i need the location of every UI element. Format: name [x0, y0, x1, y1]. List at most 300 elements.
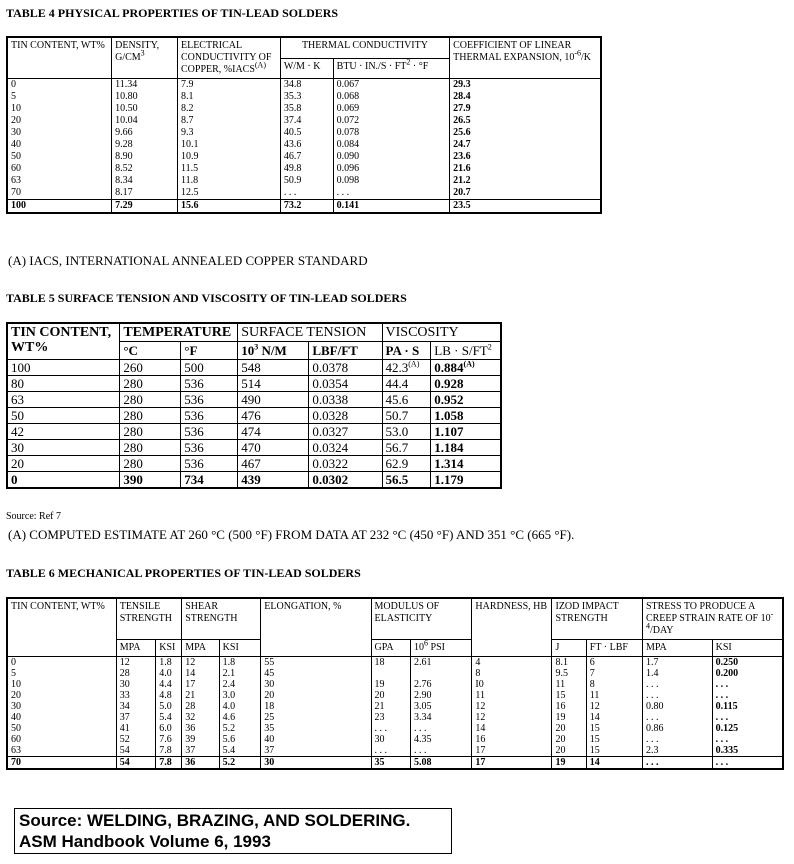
table5-title: TABLE 5 SURFACE TENSION AND VISCOSITY OF TIN-LEAD SOLDERS: [6, 291, 407, 305]
table6-cell-hardness: 12: [472, 701, 552, 712]
table5-cell-lbf: 0.0324: [309, 440, 382, 456]
table6-cell-j: 11: [552, 679, 586, 690]
table6-cell-j: 19: [552, 712, 586, 723]
table6-cell-tin: 10: [7, 679, 116, 690]
table6-cell-creep-ksi: 0.335: [712, 745, 783, 757]
header-density: DENSITY, $G/CM^3$: [112, 37, 178, 79]
table5-cell-si: 470: [238, 440, 309, 456]
table6-cell-creep-mpa: . . .: [642, 679, 712, 690]
table5-cell-lbs: 0.928: [431, 376, 501, 392]
table6-cell-shear-ksi: 4.6: [219, 712, 261, 723]
table6-cell-shear-ksi: 5.2: [219, 757, 261, 770]
table4-cell-thermal-si: 49.8: [280, 163, 333, 175]
table5-cell-lbf: 0.0302: [309, 472, 382, 489]
table5-cell-tin: 20: [7, 456, 120, 472]
table6-cell-creep-mpa: 1.7: [642, 657, 712, 669]
table4-cell-density: 10.80: [112, 91, 178, 103]
header5-pas: PA · S: [382, 342, 431, 360]
header6-creep-mpa: MPA: [642, 640, 712, 657]
table6-cell-shear-mpa: 36: [182, 723, 219, 734]
table6-cell-shear-mpa: 32: [182, 712, 219, 723]
table6-cell-shear-ksi: 4.0: [219, 701, 261, 712]
source-box: [14, 808, 452, 854]
source-line-2: ASM Handbook Volume 6, 1993: [19, 832, 271, 851]
table6-cell-psi: [411, 668, 472, 679]
table6-cell-creep-mpa: 0.86: [642, 723, 712, 734]
table5-row: [7, 360, 501, 376]
table4-row: [7, 115, 601, 127]
table4-cell-conductivity: 7.9: [177, 79, 280, 92]
table5-cell-lbf: 0.0327: [309, 424, 382, 440]
table6-cell-gpa: 19: [371, 679, 411, 690]
table6-cell-creep-mpa: 0.80: [642, 701, 712, 712]
table4-cell-density: 8.34: [112, 175, 178, 187]
table6-cell-creep-ksi: 0.115: [712, 701, 783, 712]
table4-cell-thermal-btu: 0.078: [333, 127, 449, 139]
table6: [6, 597, 784, 770]
table5: [6, 322, 502, 489]
table6-cell-hardness: 17: [472, 757, 552, 770]
table4-cell-expansion: 23.5: [450, 200, 601, 214]
table5-cell-pas: 56.7: [382, 440, 431, 456]
table6-cell-tin: 30: [7, 701, 116, 712]
table4-cell-thermal-si: 43.6: [280, 139, 333, 151]
table5-cell-fahrenheit: 536: [181, 392, 238, 408]
table6-row: [7, 668, 783, 679]
table4-cell-conductivity: 11.5: [177, 163, 280, 175]
table6-cell-hardness: 12: [472, 712, 552, 723]
table6-cell-gpa: 21: [371, 701, 411, 712]
table5-cell-fahrenheit: 734: [181, 472, 238, 489]
table6-cell-elongation: 30: [261, 679, 371, 690]
table6-cell-creep-mpa: . . .: [642, 712, 712, 723]
table6-cell-shear-ksi: 2.1: [219, 668, 261, 679]
table4-cell-tin: 60: [7, 163, 112, 175]
table6-cell-ftlbf: 7: [586, 668, 642, 679]
table6-title: TABLE 6 MECHANICAL PROPERTIES OF TIN-LEAD SOLDERS: [6, 566, 361, 580]
table4-cell-expansion: 26.5: [450, 115, 601, 127]
header5-si: $10^3$ N/M: [238, 342, 309, 360]
header-thermal-conductivity: THERMAL CONDUCTIVITY: [280, 37, 449, 58]
header-electrical-conductivity: ELECTRICAL CONDUCTIVITY OF COPPER, $\%IACS^{(A)}$: [177, 37, 280, 79]
table6-cell-j: 20: [552, 745, 586, 757]
table5-cell-si: 474: [238, 424, 309, 440]
table4-cell-tin: 20: [7, 115, 112, 127]
table6-cell-gpa: . . .: [371, 745, 411, 757]
table4-row: [7, 175, 601, 187]
table5-cell-lbs: 1.184: [431, 440, 501, 456]
table6-cell-psi: . . .: [411, 723, 472, 734]
header6-elongation: ELONGATION, %: [261, 598, 371, 657]
table6-cell-tin: 20: [7, 690, 116, 701]
table6-cell-tensile-mpa: 52: [116, 734, 156, 745]
table6-cell-elongation: 20: [261, 690, 371, 701]
table5-cell-pas: 45.6: [382, 392, 431, 408]
table5-cell-lbs: 1.179: [431, 472, 501, 489]
table4-cell-expansion: 21.6: [450, 163, 601, 175]
table5-cell-tin: 42: [7, 424, 120, 440]
table4-cell-thermal-si: . . .: [280, 187, 333, 200]
table6-cell-tin: 5: [7, 668, 116, 679]
table4-title: TABLE 4 PHYSICAL PROPERTIES OF TIN-LEAD SOLDERS: [6, 6, 339, 20]
table4-cell-thermal-btu: . . .: [333, 187, 449, 200]
table4-cell-conductivity: 8.7: [177, 115, 280, 127]
table6-cell-elongation: 55: [261, 657, 371, 669]
table5-cell-fahrenheit: 536: [181, 376, 238, 392]
table6-cell-tin: 60: [7, 734, 116, 745]
table6-cell-psi: 2.76: [411, 679, 472, 690]
header-thermal-btu: BTU · $IN./S \cdot FT^2 \cdot ^\circ F$: [333, 58, 449, 78]
table6-cell-j: 19: [552, 757, 586, 770]
table5-cell-celsius: 390: [120, 472, 181, 489]
table4-cell-expansion: 24.7: [450, 139, 601, 151]
table4-cell-density: 9.28: [112, 139, 178, 151]
table5-cell-lbf: 0.0322: [309, 456, 382, 472]
table5-cell-celsius: 260: [120, 360, 181, 376]
table6-cell-ftlbf: 8: [586, 679, 642, 690]
table6-cell-elongation: 35: [261, 723, 371, 734]
table6-cell-creep-ksi: . . .: [712, 712, 783, 723]
table4-cell-thermal-btu: 0.098: [333, 175, 449, 187]
table5-cell-pas: 53.0: [382, 424, 431, 440]
table4-row: [7, 91, 601, 103]
table4: [6, 36, 602, 214]
table6-cell-gpa: [371, 668, 411, 679]
table4-cell-conductivity: 10.1: [177, 139, 280, 151]
table6-cell-tensile-ksi: 1.8: [156, 657, 182, 669]
table5-cell-celsius: 280: [120, 440, 181, 456]
table6-cell-ftlbf: 14: [586, 712, 642, 723]
table5-cell-si: 439: [238, 472, 309, 489]
table6-row: [7, 701, 783, 712]
footnote-mark: (A): [463, 359, 475, 369]
table6-cell-tensile-mpa: 37: [116, 712, 156, 723]
table6-cell-ftlbf: 12: [586, 701, 642, 712]
table6-cell-shear-mpa: 12: [182, 657, 219, 669]
table4-cell-density: 8.17: [112, 187, 178, 200]
table5-cell-tin: 63: [7, 392, 120, 408]
table6-cell-tensile-mpa: 30: [116, 679, 156, 690]
table6-cell-tensile-ksi: 5.4: [156, 712, 182, 723]
table6-row: [7, 690, 783, 701]
table6-cell-ftlbf: 11: [586, 690, 642, 701]
table5-cell-lbf: 0.0338: [309, 392, 382, 408]
footnote-mark: (A): [408, 359, 420, 369]
table6-cell-creep-ksi: . . .: [712, 734, 783, 745]
table6-cell-elongation: 25: [261, 712, 371, 723]
table5-cell-fahrenheit: 536: [181, 440, 238, 456]
table6-cell-shear-mpa: 17: [182, 679, 219, 690]
table6-cell-tin: 50: [7, 723, 116, 734]
header6-hardness: HARDNESS, HB: [472, 598, 552, 657]
table4-cell-thermal-btu: 0.067: [333, 79, 449, 92]
table5-cell-lbf: 0.0328: [309, 408, 382, 424]
table6-cell-shear-mpa: 36: [182, 757, 219, 770]
table6-cell-tensile-mpa: 33: [116, 690, 156, 701]
header5-lbf: LBF/FT: [309, 342, 382, 360]
table6-row: [7, 657, 783, 669]
table6-cell-tensile-mpa: 28: [116, 668, 156, 679]
table6-cell-tensile-ksi: 4.4: [156, 679, 182, 690]
table6-cell-tensile-mpa: 34: [116, 701, 156, 712]
header-thermal-si: W/M · K: [280, 58, 333, 78]
table4-cell-tin: 0: [7, 79, 112, 92]
table5-cell-lbs: $0.884^{(A)}$: [431, 360, 501, 376]
table4-cell-tin: 40: [7, 139, 112, 151]
table5-cell-celsius: 280: [120, 408, 181, 424]
table5-cell-celsius: 280: [120, 424, 181, 440]
table4-cell-thermal-si: 73.2: [280, 200, 333, 214]
table6-cell-gpa: 20: [371, 690, 411, 701]
header6-tensile: TENSILE STRENGTH: [116, 598, 182, 640]
table5-cell-si: 514: [238, 376, 309, 392]
table6-cell-gpa: 30: [371, 734, 411, 745]
header6-ftlbf: FT · LBF: [586, 640, 642, 657]
table4-cell-conductivity: 11.8: [177, 175, 280, 187]
table4-cell-tin: 30: [7, 127, 112, 139]
table5-cell-si: 490: [238, 392, 309, 408]
table6-cell-gpa: 23: [371, 712, 411, 723]
table6-row: [7, 757, 783, 770]
table4-cell-expansion: 21.2: [450, 175, 601, 187]
table4-cell-thermal-si: 40.5: [280, 127, 333, 139]
table6-cell-gpa: 18: [371, 657, 411, 669]
header6-tensile-mpa: MPA: [116, 640, 156, 657]
table5-footnote: (A) COMPUTED ESTIMATE AT 260 °C (500 °F) FROM DATA AT 232 °C (450 °F) AND 351 °C (665 °F).: [8, 527, 575, 542]
table6-cell-hardness: 8: [472, 668, 552, 679]
table6-row: [7, 734, 783, 745]
table5-source: Source: Ref 7: [6, 511, 61, 522]
table5-cell-si: 476: [238, 408, 309, 424]
table6-cell-ftlbf: 15: [586, 734, 642, 745]
table6-cell-hardness: 16: [472, 734, 552, 745]
table4-cell-conductivity: 12.5: [177, 187, 280, 200]
table6-cell-creep-ksi: . . .: [712, 690, 783, 701]
table6-cell-creep-mpa: . . .: [642, 757, 712, 770]
table6-cell-shear-mpa: 28: [182, 701, 219, 712]
table4-row: [7, 79, 601, 92]
table6-cell-creep-mpa: . . .: [642, 690, 712, 701]
table6-cell-j: 20: [552, 723, 586, 734]
header6-tin-content: TIN CONTENT, WT%: [7, 598, 116, 657]
table5-row: [7, 472, 501, 489]
table5-cell-pas: 44.4: [382, 376, 431, 392]
table6-cell-tensile-ksi: 7.6: [156, 734, 182, 745]
header5-lbs: LB · $S/FT^2$: [431, 342, 501, 360]
table5-row: [7, 376, 501, 392]
table6-cell-gpa: 35: [371, 757, 411, 770]
table6-cell-tin: 40: [7, 712, 116, 723]
table6-cell-ftlbf: 14: [586, 757, 642, 770]
table6-cell-creep-ksi: 0.125: [712, 723, 783, 734]
table4-cell-density: 9.66: [112, 127, 178, 139]
table6-cell-psi: 2.90: [411, 690, 472, 701]
table5-cell-tin: 0: [7, 472, 120, 489]
table5-cell-tin: 50: [7, 408, 120, 424]
table6-cell-hardness: I0: [472, 679, 552, 690]
table6-cell-j: 15: [552, 690, 586, 701]
table6-cell-tin: 0: [7, 657, 116, 669]
header5-tin-content: TIN CONTENT, WT%: [7, 323, 120, 360]
table4-cell-thermal-si: 35.3: [280, 91, 333, 103]
table4-cell-expansion: 27.9: [450, 103, 601, 115]
table5-cell-fahrenheit: 536: [181, 408, 238, 424]
table5-cell-pas: $42.3^{(A)}$: [382, 360, 431, 376]
table4-cell-thermal-btu: 0.069: [333, 103, 449, 115]
table6-cell-shear-ksi: 5.4: [219, 745, 261, 757]
table6-cell-ftlbf: 15: [586, 723, 642, 734]
table4-cell-density: 11.34: [112, 79, 178, 92]
table4-cell-conductivity: 10.9: [177, 151, 280, 163]
table4-footnote: (A) IACS, INTERNATIONAL ANNEALED COPPER STANDARD: [8, 253, 368, 268]
table6-cell-psi: . . .: [411, 745, 472, 757]
header6-j: J: [552, 640, 586, 657]
table4-cell-conductivity: 8.2: [177, 103, 280, 115]
table4-cell-density: 10.04: [112, 115, 178, 127]
table6-cell-tin: 63: [7, 745, 116, 757]
table4-cell-tin: 10: [7, 103, 112, 115]
table4-cell-thermal-btu: 0.084: [333, 139, 449, 151]
header-thermal-expansion: COEFFICIENT OF LINEAR THERMAL EXPANSION, $10^{-6}/K$: [450, 37, 601, 79]
table4-cell-conductivity: 9.3: [177, 127, 280, 139]
table6-cell-shear-mpa: 37: [182, 745, 219, 757]
table4-cell-density: 8.52: [112, 163, 178, 175]
table6-cell-tensile-mpa: 12: [116, 657, 156, 669]
table6-cell-creep-ksi: 0.250: [712, 657, 783, 669]
table4-cell-thermal-si: 37.4: [280, 115, 333, 127]
table6-cell-tensile-ksi: 4.0: [156, 668, 182, 679]
table5-cell-fahrenheit: 536: [181, 424, 238, 440]
table5-cell-lbs: 1.314: [431, 456, 501, 472]
table6-cell-tensile-mpa: 54: [116, 745, 156, 757]
table4-cell-expansion: 29.3: [450, 79, 601, 92]
header6-shear-mpa: MPA: [182, 640, 219, 657]
header-tin-content: TIN CONTENT, WT%: [7, 37, 112, 79]
table4-cell-tin: 100: [7, 200, 112, 214]
table4-cell-conductivity: 8.1: [177, 91, 280, 103]
table4-row: [7, 139, 601, 151]
table6-cell-tin: 70: [7, 757, 116, 770]
table5-row: [7, 456, 501, 472]
table6-cell-creep-ksi: . . .: [712, 679, 783, 690]
table4-row: [7, 187, 601, 200]
header6-creep-ksi: KSI: [712, 640, 783, 657]
header6-tensile-ksi: KSI: [156, 640, 182, 657]
table4-cell-tin: 5: [7, 91, 112, 103]
table5-row: [7, 392, 501, 408]
table6-cell-psi: 3.05: [411, 701, 472, 712]
header5-temperature: TEMPERATURE: [120, 323, 238, 342]
table4-cell-thermal-btu: 0.090: [333, 151, 449, 163]
table4-cell-conductivity: 15.6: [177, 200, 280, 214]
table6-cell-hardness: 17: [472, 745, 552, 757]
table6-cell-shear-ksi: 5.2: [219, 723, 261, 734]
header5-fahrenheit: °F: [181, 342, 238, 360]
table5-cell-tin: 100: [7, 360, 120, 376]
table5-cell-pas: 62.9: [382, 456, 431, 472]
table5-cell-celsius: 280: [120, 456, 181, 472]
table6-cell-shear-mpa: 39: [182, 734, 219, 745]
table6-cell-j: 9.5: [552, 668, 586, 679]
table5-cell-fahrenheit: 500: [181, 360, 238, 376]
table4-row: [7, 200, 601, 214]
table4-cell-expansion: 23.6: [450, 151, 601, 163]
table6-row: [7, 712, 783, 723]
table6-cell-elongation: 45: [261, 668, 371, 679]
table6-cell-shear-ksi: 5.6: [219, 734, 261, 745]
table6-cell-elongation: 40: [261, 734, 371, 745]
table4-cell-thermal-si: 34.8: [280, 79, 333, 92]
table4-cell-thermal-btu: 0.072: [333, 115, 449, 127]
table5-cell-si: 548: [238, 360, 309, 376]
table6-row: [7, 723, 783, 734]
source-line-1: Source: WELDING, BRAZING, AND SOLDERING.: [19, 811, 411, 830]
table5-cell-lbf: 0.0378: [309, 360, 382, 376]
table4-cell-thermal-btu: 0.096: [333, 163, 449, 175]
table6-cell-creep-ksi: 0.200: [712, 668, 783, 679]
table5-cell-lbs: 1.058: [431, 408, 501, 424]
table4-row: [7, 151, 601, 163]
table6-cell-psi: 3.34: [411, 712, 472, 723]
table5-cell-pas: 56.5: [382, 472, 431, 489]
table4-cell-thermal-si: 46.7: [280, 151, 333, 163]
table6-cell-hardness: 14: [472, 723, 552, 734]
table4-cell-thermal-btu: 0.141: [333, 200, 449, 214]
header6-izod: IZOD IMPACT STRENGTH: [552, 598, 642, 640]
table4-cell-density: 8.90: [112, 151, 178, 163]
table6-cell-tensile-ksi: 7.8: [156, 757, 182, 770]
table6-cell-j: 8.1: [552, 657, 586, 669]
table6-cell-shear-ksi: 3.0: [219, 690, 261, 701]
table4-cell-density: 10.50: [112, 103, 178, 115]
table6-cell-creep-ksi: . . .: [712, 757, 783, 770]
header6-shear-ksi: KSI: [219, 640, 261, 657]
table6-cell-tensile-ksi: 7.8: [156, 745, 182, 757]
table5-row: [7, 408, 501, 424]
table6-cell-creep-mpa: 2.3: [642, 745, 712, 757]
table6-cell-creep-mpa: 1.4: [642, 668, 712, 679]
table4-cell-expansion: 25.6: [450, 127, 601, 139]
table6-cell-shear-ksi: 1.8: [219, 657, 261, 669]
table6-cell-elongation: 37: [261, 745, 371, 757]
header5-celsius: °C: [120, 342, 181, 360]
table4-cell-tin: 50: [7, 151, 112, 163]
table6-cell-hardness: 11: [472, 690, 552, 701]
table5-cell-lbs: 1.107: [431, 424, 501, 440]
header6-modulus: MODULUS OF ELASTICITY: [371, 598, 472, 640]
table6-cell-tensile-mpa: 54: [116, 757, 156, 770]
header6-shear: SHEAR STRENGTH: [182, 598, 261, 640]
table5-cell-lbf: 0.0354: [309, 376, 382, 392]
table5-cell-tin: 80: [7, 376, 120, 392]
header5-viscosity: VISCOSITY: [382, 323, 501, 342]
table4-cell-tin: 63: [7, 175, 112, 187]
table4-cell-density: 7.29: [112, 200, 178, 214]
table5-cell-celsius: 280: [120, 392, 181, 408]
table4-cell-expansion: 20.7: [450, 187, 601, 200]
table6-cell-elongation: 30: [261, 757, 371, 770]
table6-cell-hardness: 4: [472, 657, 552, 669]
table6-cell-ftlbf: 6: [586, 657, 642, 669]
header6-psi: $10^6$ PSI: [411, 640, 472, 657]
table6-cell-psi: 5.08: [411, 757, 472, 770]
table5-cell-pas: 50.7: [382, 408, 431, 424]
table5-cell-tin: 30: [7, 440, 120, 456]
header6-creep: STRESS TO PRODUCE A CREEP STRAIN RATE OF $10^{-4}$/DAY: [642, 598, 783, 640]
table6-cell-creep-mpa: . . .: [642, 734, 712, 745]
table4-cell-tin: 70: [7, 187, 112, 200]
table6-cell-shear-mpa: 21: [182, 690, 219, 701]
